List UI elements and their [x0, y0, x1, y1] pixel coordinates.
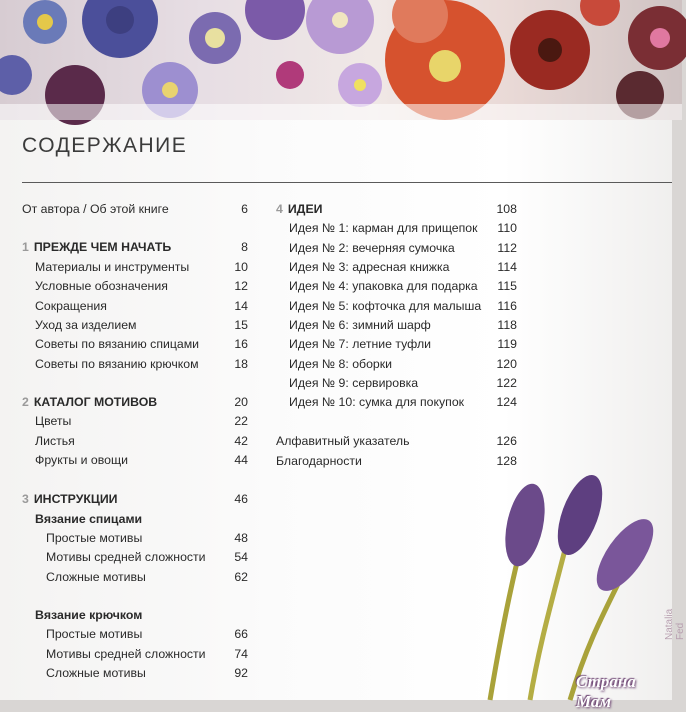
toc-entry-text: Простые мотивы — [46, 531, 143, 545]
toc-entry — [46, 568, 248, 586]
toc-entry — [35, 355, 248, 373]
toc-entry-text: ИНСТРУКЦИИ — [33, 492, 118, 506]
toc-entry-page-number: 66 — [234, 627, 248, 641]
toc-entry-text: Алфавитный указатель — [276, 434, 410, 448]
toc-entry-label — [289, 258, 450, 276]
toc-entry-page-number: 124 — [496, 395, 517, 409]
photographer-mark: Natalia Fed — [664, 608, 686, 640]
toc-entry — [35, 451, 248, 469]
toc-entry-text: Условные обозначения — [35, 279, 168, 293]
toc-entry-page-number: 16 — [234, 337, 248, 351]
toc-entry-label — [22, 490, 118, 508]
toc-entry — [22, 490, 248, 508]
toc-entry-text: Советы по вязанию крючком — [35, 357, 199, 371]
toc-entry — [289, 219, 517, 237]
toc-entry-label — [22, 200, 169, 218]
toc-entry — [289, 393, 517, 411]
toc-entry-text: От автора / Об этой книге — [22, 202, 169, 216]
toc-entry-label — [35, 297, 107, 315]
toc-entry-text: Вязание спицами — [35, 512, 143, 526]
crochet-flowers-image — [0, 0, 682, 120]
toc-entry-text: ПРЕЖДЕ ЧЕМ НАЧАТЬ — [33, 240, 172, 254]
toc-entry-text: Листья — [35, 434, 75, 448]
toc-entry-label — [22, 393, 157, 411]
toc-entry — [276, 452, 517, 470]
toc-entry-page-number: 126 — [496, 434, 517, 448]
toc-entry-page-number: 54 — [234, 550, 248, 564]
toc-entry-label — [289, 316, 431, 334]
page-title: СОДЕРЖАНИЕ — [22, 134, 188, 157]
toc-entry-page-number: 20 — [234, 395, 248, 409]
toc-entry-text: Сложные мотивы — [46, 570, 146, 584]
toc-entry-label — [35, 510, 142, 528]
toc-entry-label — [46, 625, 142, 643]
toc-entry — [46, 645, 248, 663]
toc-entry-label — [289, 239, 455, 257]
toc-entry — [22, 393, 248, 411]
toc-entry — [35, 432, 248, 450]
toc-entry-text: Советы по вязанию спицами — [35, 337, 200, 351]
toc-entry-text: Простые мотивы — [46, 627, 143, 641]
toc-entry-label — [35, 316, 137, 334]
toc-entry-text: Сложные мотивы — [46, 666, 146, 680]
toc-entry-text: Идея № 5: кофточка для малыша — [289, 299, 482, 313]
toc-entry-page-number: 8 — [241, 240, 248, 254]
toc-entry-text: ИДЕИ — [287, 202, 323, 216]
toc-entry-label — [35, 606, 142, 624]
toc-entry — [289, 297, 517, 315]
toc-entry-text: Идея № 6: зимний шарф — [289, 318, 431, 332]
toc-entry — [289, 277, 517, 295]
toc-entry-page-number: 10 — [234, 260, 248, 274]
toc-entry-label — [276, 452, 362, 470]
chapter-number: 3 — [22, 492, 29, 506]
toc-entry — [289, 374, 517, 392]
toc-entry-page-number: 22 — [234, 414, 248, 428]
toc-entry-page-number: 44 — [234, 453, 248, 467]
toc-entry-page-number: 120 — [496, 357, 517, 371]
toc-entry-label — [289, 393, 464, 411]
toc-entry — [35, 316, 248, 334]
toc-entry — [35, 606, 248, 624]
toc-entry — [35, 412, 248, 430]
toc-entry — [289, 258, 517, 276]
toc-entry — [289, 316, 517, 334]
toc-entry-text: Мотивы средней сложности — [46, 647, 206, 661]
toc-entry-page-number: 108 — [496, 202, 517, 216]
toc-entry-label — [276, 200, 322, 218]
toc-entry-page-number: 118 — [497, 318, 517, 332]
toc-entry-label — [35, 335, 199, 353]
toc-entry — [276, 432, 517, 450]
toc-entry-text: КАТАЛОГ МОТИВОВ — [33, 395, 158, 409]
toc-entry-text: Цветы — [35, 414, 72, 428]
toc-entry-text: Идея № 3: адресная книжка — [289, 260, 450, 274]
toc-entry — [276, 200, 517, 218]
toc-entry-page-number: 6 — [241, 202, 248, 216]
toc-entry — [22, 238, 248, 256]
chapter-number: 1 — [22, 240, 29, 254]
toc-entry-page-number: 119 — [497, 337, 517, 351]
toc-entry-page-number: 18 — [234, 357, 248, 371]
chapter-number: 2 — [22, 395, 29, 409]
toc-entry-label — [289, 355, 392, 373]
toc-entry-page-number: 128 — [496, 454, 517, 468]
toc-entry-label — [46, 664, 146, 682]
toc-entry-page-number: 114 — [497, 260, 517, 274]
toc-entry-text: Идея № 1: карман для прищепок — [289, 221, 478, 235]
toc-entry-page-number: 12 — [234, 279, 248, 293]
toc-entry-label — [22, 238, 171, 256]
toc-entry-label — [35, 432, 75, 450]
toc-entry — [46, 625, 248, 643]
toc-entry-label — [289, 335, 431, 353]
toc-entry — [35, 297, 248, 315]
toc-entry-text: Вязание крючком — [35, 608, 143, 622]
toc-entry-page-number: 15 — [234, 318, 248, 332]
toc-entry-text: Мотивы средней сложности — [46, 550, 206, 564]
toc-entry-page-number: 42 — [234, 434, 248, 448]
toc-entry-text: Идея № 8: оборки — [289, 357, 393, 371]
toc-entry-label — [289, 277, 478, 295]
toc-entry-text: Материалы и инструменты — [35, 260, 190, 274]
flower-banner — [0, 0, 682, 120]
toc-entry-label — [276, 432, 410, 450]
toc-entry-page-number: 48 — [234, 531, 248, 545]
toc-entry-text: Благодарности — [276, 454, 362, 468]
toc-entry-page-number: 92 — [234, 666, 248, 680]
toc-entry — [35, 510, 248, 528]
toc-entry — [22, 200, 248, 218]
toc-entry-page-number: 110 — [497, 221, 517, 235]
toc-entry-label — [35, 355, 199, 373]
toc-entry-page-number: 115 — [497, 279, 517, 293]
toc-entry — [289, 355, 517, 373]
toc-entry-label — [289, 374, 418, 392]
toc-entry-label — [46, 645, 206, 663]
chapter-number: 4 — [276, 202, 283, 216]
title-divider — [22, 182, 672, 183]
toc-entry-text: Идея № 9: сервировка — [289, 376, 419, 390]
toc-entry — [35, 335, 248, 353]
toc-entry-label — [35, 451, 128, 469]
toc-entry-text: Сокращения — [35, 299, 107, 313]
toc-entry-text: Уход за изделием — [35, 318, 137, 332]
toc-entry-page-number: 14 — [234, 299, 248, 313]
toc-entry-label — [35, 258, 189, 276]
toc-entry-text: Идея № 2: вечерняя сумочка — [289, 241, 455, 255]
toc-entry-page-number: 62 — [234, 570, 248, 584]
toc-entry-text: Идея № 10: сумка для покупок — [289, 395, 465, 409]
toc-entry-text: Идея № 7: летние туфли — [289, 337, 432, 351]
lavender-illustration — [470, 470, 680, 700]
toc-entry — [289, 335, 517, 353]
toc-entry-label — [289, 219, 478, 237]
toc-entry — [46, 529, 248, 547]
toc-entry-page-number: 116 — [497, 299, 517, 313]
toc-entry — [46, 664, 248, 682]
toc-entry-label — [35, 412, 71, 430]
toc-entry-text: Идея № 4: упаковка для подарка — [289, 279, 478, 293]
toc-entry — [46, 548, 248, 566]
toc-entry-page-number: 74 — [234, 647, 248, 661]
toc-entry-page-number: 46 — [234, 492, 248, 506]
toc-entry-text: Фрукты и овощи — [35, 453, 128, 467]
toc-entry — [35, 258, 248, 276]
toc-entry — [35, 277, 248, 295]
toc-entry-page-number: 122 — [496, 376, 517, 390]
toc-entry — [289, 239, 517, 257]
toc-entry-label — [289, 297, 481, 315]
toc-entry-label — [46, 529, 142, 547]
toc-entry-label — [46, 548, 206, 566]
toc-entry-label — [46, 568, 146, 586]
toc-entry-page-number: 112 — [497, 241, 517, 255]
toc-entry-label — [35, 277, 168, 295]
watermark-logo: Страна Мам — [576, 672, 636, 711]
